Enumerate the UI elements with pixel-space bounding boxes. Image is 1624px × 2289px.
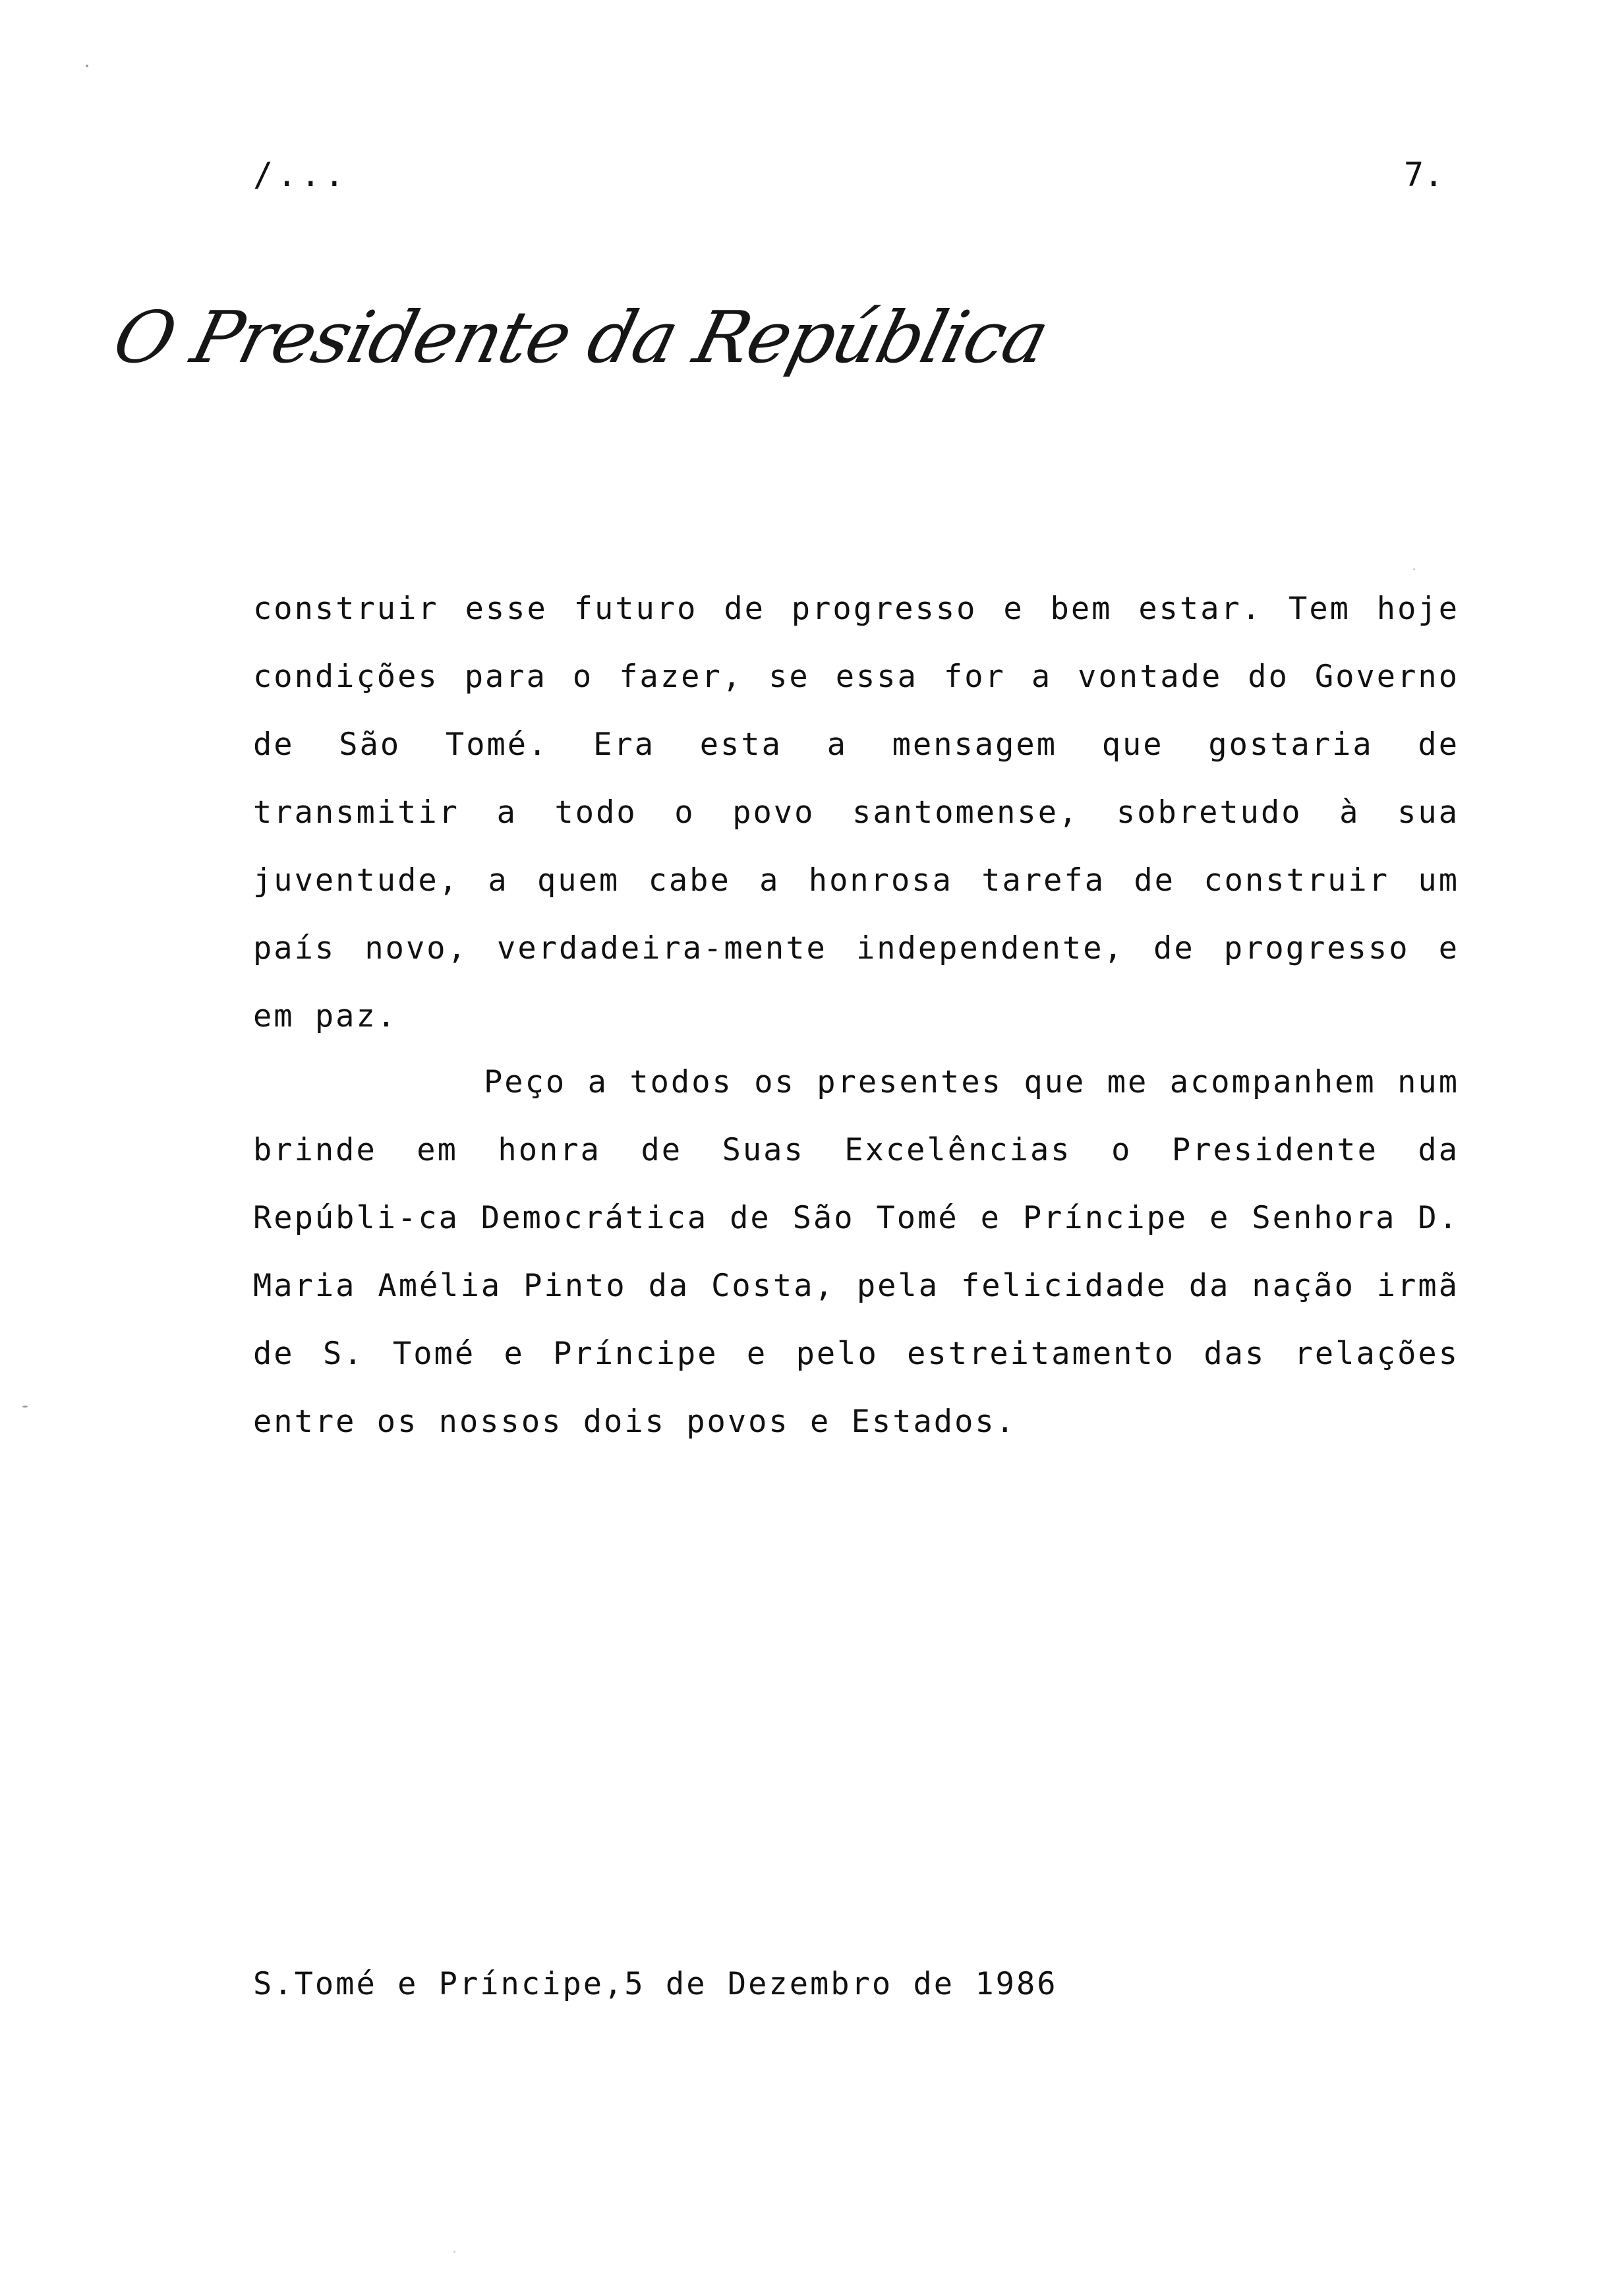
continuation-mark: /... xyxy=(253,156,349,194)
place-and-date: S.Tomé e Príncipe,5 de Dezembro de 1986 xyxy=(253,1966,1058,2002)
scan-speck xyxy=(86,65,88,67)
letterhead-title: O Presidente da República xyxy=(105,297,1056,379)
scan-speck xyxy=(1413,568,1415,570)
page-number: 7. xyxy=(1404,156,1444,194)
body-paragraph-1: construir esse futuro de progresso e bem estar. Tem hoje condições para o fazer, se essa for a vontade do Governo de São Tomé. Era esta a mensagem que gostaria de transmitir a todo o povo santomense, sobretudo à sua juventude, a quem cabe a honrosa tarefa de construir um país novo, verdadeira-mente independente, de progresso e em paz. xyxy=(253,591,1459,1034)
scan-speck xyxy=(22,1406,28,1408)
scan-speck xyxy=(453,2251,455,2253)
body-paragraph-2: Peço a todos os presentes que me acompanhem num brinde em honra de Suas Excelências o Presidente da Repúbli-ca Democrática de São Tomé e Príncipe e Senhora D. Maria Amélia Pinto da Costa, pela felicidade da nação irmã de S. Tomé e Príncipe e pelo estreitamento das relações entre os nossos dois povos e Estados. xyxy=(253,1064,1459,1440)
